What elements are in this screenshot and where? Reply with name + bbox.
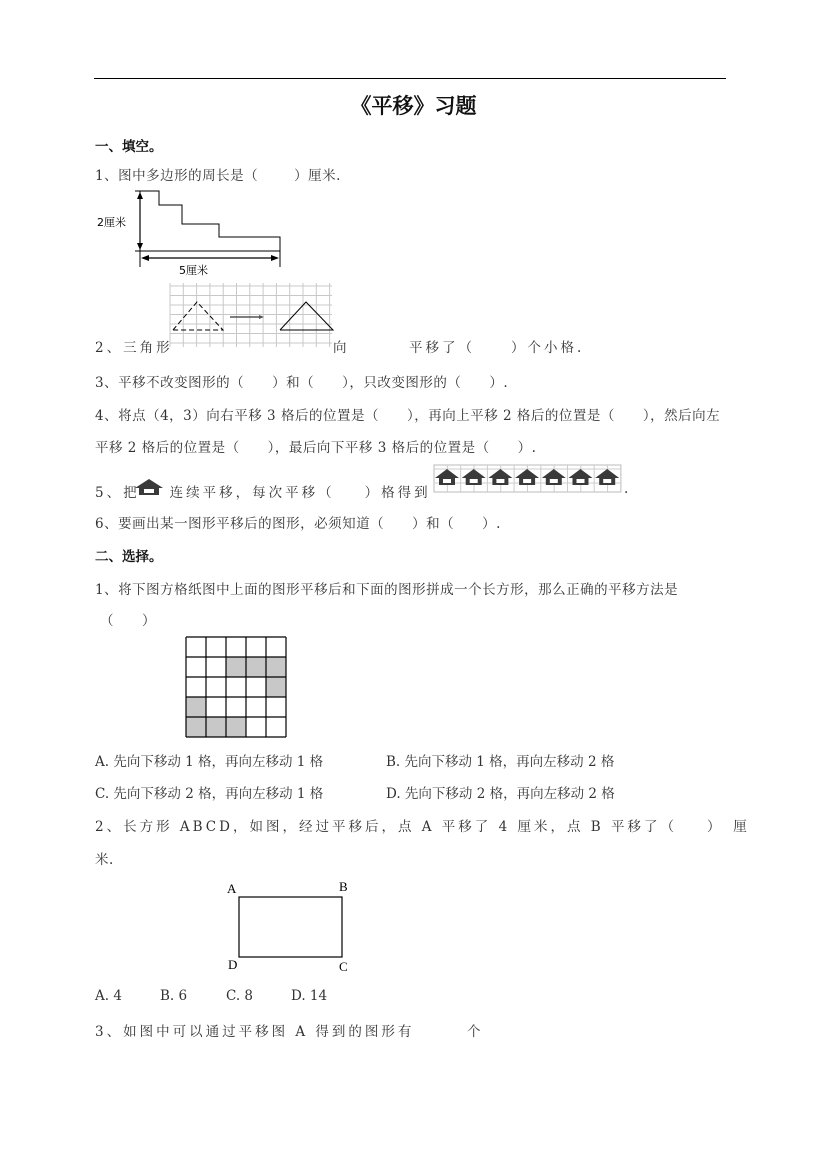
question-2-2-line1 — [95, 815, 750, 835]
question-2-1-line2: （ ） — [100, 613, 156, 629]
section-heading-choice: 二、选择。 — [95, 549, 163, 565]
house-window — [603, 479, 611, 483]
q5-after: ）格得到 — [364, 485, 431, 501]
question-2-2-line2: 米. — [95, 852, 114, 868]
shaded-cell — [246, 657, 266, 677]
option-2-1-d: D. 先向下移动 2 格，再向左移动 2 格 — [386, 786, 615, 802]
shaded-grid-figure — [185, 636, 287, 738]
shaded-cell — [186, 697, 206, 717]
label-c: C — [339, 959, 348, 974]
triangle-grid-figure — [170, 283, 332, 353]
house-row-figure — [434, 464, 624, 494]
q2-prefix: 2、三角形 — [95, 340, 173, 356]
shaded-cell — [266, 657, 286, 677]
q5-middle: 连续平移，每次平移（ — [169, 485, 335, 501]
house-window — [577, 479, 585, 483]
q2-text-end: ）个小格. — [511, 340, 585, 356]
page-title: 《平移》习题 — [350, 94, 477, 118]
width-label: 5厘米 — [179, 264, 208, 277]
question-1-4-line1: 4、将点（4，3）向右平移 3 格后的位置是（ ），再向上平移 2 格后的位置是（ ），然后向左 — [95, 408, 721, 424]
question-2-3: 3、如图中可以通过平移图 A 得到的图形有 — [95, 1024, 415, 1040]
q1-text-after: ）厘米. — [294, 168, 341, 184]
option-2-1-b: B. 先向下移动 1 格，再向左移动 2 格 — [386, 754, 615, 770]
option-2-1-a: A. 先向下移动 1 格，再向左移动 1 格 — [95, 754, 324, 770]
option-2-2-d: D. 14 — [291, 988, 328, 1004]
q2-rest — [409, 336, 584, 356]
house-window — [470, 479, 478, 483]
shaded-cell — [266, 677, 286, 697]
q2-direction: 向 — [333, 340, 347, 356]
header-rule — [94, 78, 726, 79]
house-window — [550, 479, 558, 483]
shaded-cell — [206, 717, 226, 737]
label-d: D — [228, 957, 238, 972]
question-1-4-line2: 平移 2 格后的位置是（ ），最后向下平移 3 格后的位置是（ ）. — [95, 440, 537, 456]
label-b: B — [339, 879, 348, 894]
house-icon — [134, 478, 164, 496]
house-window — [443, 479, 451, 483]
q2-text-after: 平移了（ — [409, 340, 475, 356]
shaded-cell — [226, 657, 246, 677]
q2-2-after: ） 厘 — [706, 819, 750, 835]
shaded-cell — [226, 717, 246, 737]
height-label: 2厘米 — [97, 216, 126, 229]
q2-2-before: 2、长方形 ABCD，如图，经过平移后，点 A 平移了 4 厘米，点 B 平移了（ — [95, 819, 677, 835]
rectangle-abcd-figure — [225, 878, 355, 973]
q5-end: . — [624, 481, 629, 497]
question-1-2 — [95, 336, 173, 356]
original-triangle — [173, 302, 223, 330]
option-2-1-c: C. 先向下移动 2 格，再向左移动 1 格 — [95, 786, 324, 802]
moved-triangle — [280, 302, 333, 330]
question-1-3: 3、平移不改变图形的（ ）和（ ），只改变图形的（ ）. — [95, 375, 509, 391]
question-1-6: 6、要画出某一图形平移后的图形，必须知道（ ）和（ ）. — [95, 516, 501, 532]
q5-prefix: 5、把 — [95, 485, 140, 501]
option-2-2-b: B. 6 — [160, 988, 188, 1004]
option-2-2-c: C. 8 — [226, 988, 254, 1004]
q1-text-before: 1、图中多边形的周长是（ — [95, 168, 259, 184]
stepped-polygon-figure — [95, 185, 295, 280]
section-heading-fill-blank: 一、填空。 — [95, 139, 163, 155]
question-2-3-unit: 个 — [467, 1024, 481, 1040]
label-a: A — [227, 881, 237, 896]
question-2-1-line1: 1、将下图方格纸图中上面的图形平移后和下面的图形拼成一个长方形，那么正确的平移方法是 — [95, 582, 679, 598]
house-window — [496, 479, 504, 483]
question-1-1 — [95, 164, 341, 184]
shaded-cell — [186, 717, 206, 737]
house-window — [523, 479, 531, 483]
option-2-2-a: A. 4 — [95, 988, 122, 1004]
